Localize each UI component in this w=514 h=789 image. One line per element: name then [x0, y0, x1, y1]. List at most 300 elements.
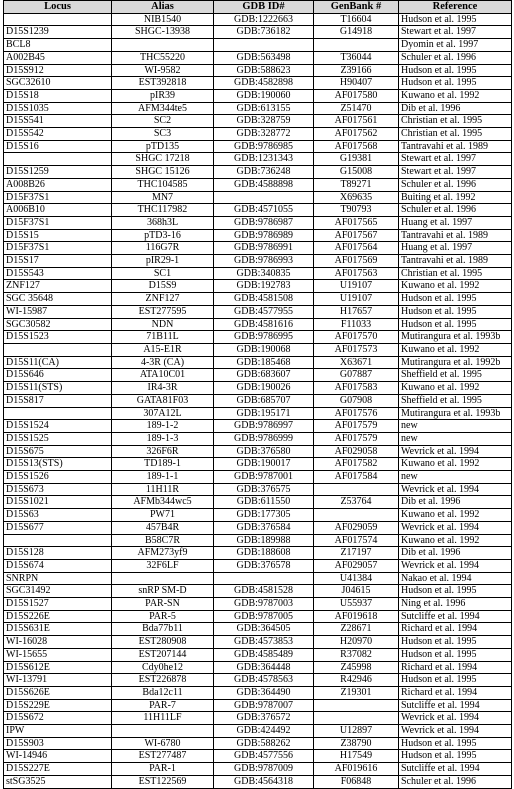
header-alias: Alias — [112, 1, 214, 14]
cell-alias — [112, 572, 214, 585]
cell-genbank: AF019616 — [314, 763, 399, 776]
cell-locus: D15S646 — [4, 369, 112, 382]
cell-gdb-id — [214, 572, 314, 585]
cell-alias: NIB1540 — [112, 13, 214, 26]
cell-gdb-id: GDB:9786989 — [214, 229, 314, 242]
cell-genbank: H17657 — [314, 305, 399, 318]
cell-genbank: R37082 — [314, 648, 399, 661]
cell-reference: Christian et al. 1995 — [399, 267, 512, 280]
cell-locus: ZNF127 — [4, 280, 112, 293]
cell-gdb-id: GDB:588262 — [214, 737, 314, 750]
cell-reference: Richard et al. 1994 — [399, 686, 512, 699]
cell-reference: Wevrick et al. 1994 — [399, 559, 512, 572]
table-row — [4, 191, 512, 204]
cell-genbank: U19107 — [314, 293, 399, 306]
cell-alias — [112, 725, 214, 738]
cell-locus: D15S16 — [4, 140, 112, 153]
cell-reference: Hudson et al. 1995 — [399, 13, 512, 26]
cell-locus: IPW — [4, 725, 112, 738]
cell-gdb-id: GDB:376572 — [214, 712, 314, 725]
table-row — [4, 496, 512, 509]
cell-alias: NDN — [112, 318, 214, 331]
table-row — [4, 166, 512, 179]
cell-genbank: T36044 — [314, 51, 399, 64]
cell-genbank: U12897 — [314, 725, 399, 738]
cell-genbank: G15008 — [314, 166, 399, 179]
cell-locus: D15S227E — [4, 763, 112, 776]
table-row — [4, 483, 512, 496]
table-row — [4, 204, 512, 217]
cell-alias: SHGC-13938 — [112, 26, 214, 39]
cell-locus — [4, 407, 112, 420]
cell-alias: IR4-3R — [112, 382, 214, 395]
cell-alias — [112, 39, 214, 52]
cell-locus: SGC30582 — [4, 318, 112, 331]
cell-gdb-id: GDB:4564318 — [214, 775, 314, 788]
cell-locus: D15S903 — [4, 737, 112, 750]
cell-genbank: Z19301 — [314, 686, 399, 699]
cell-gdb-id: GDB:364505 — [214, 623, 314, 636]
cell-locus: D15S912 — [4, 64, 112, 77]
table-row — [4, 216, 512, 229]
cell-alias: EST122569 — [112, 775, 214, 788]
cell-genbank: H90407 — [314, 77, 399, 90]
table-row — [4, 699, 512, 712]
cell-genbank: J04615 — [314, 585, 399, 598]
cell-reference: Schuler et al. 1996 — [399, 204, 512, 217]
cell-genbank: AF017576 — [314, 407, 399, 420]
cell-gdb-id: GDB:9786985 — [214, 140, 314, 153]
cell-locus: D15S229E — [4, 699, 112, 712]
cell-gdb-id: GDB:683607 — [214, 369, 314, 382]
cell-genbank: U55937 — [314, 598, 399, 611]
cell-gdb-id — [214, 191, 314, 204]
cell-alias: GATA81F03 — [112, 394, 214, 407]
cell-alias: TD189-1 — [112, 458, 214, 471]
cell-alias: pTD3-16 — [112, 229, 214, 242]
cell-alias: 189-1-2 — [112, 420, 214, 433]
cell-gdb-id: GDB:685707 — [214, 394, 314, 407]
cell-alias: EST226878 — [112, 674, 214, 687]
cell-locus: D15S677 — [4, 521, 112, 534]
cell-alias: 11H11R — [112, 483, 214, 496]
table-row — [4, 559, 512, 572]
cell-reference: Hudson et al. 1995 — [399, 64, 512, 77]
table-row — [4, 229, 512, 242]
cell-gdb-id: GDB:189988 — [214, 534, 314, 547]
header-genbank: GenBank # — [314, 1, 399, 14]
table-row — [4, 763, 512, 776]
cell-gdb-id: GDB:340835 — [214, 267, 314, 280]
cell-reference: Richard et al. 1994 — [399, 661, 512, 674]
cell-alias: EST392818 — [112, 77, 214, 90]
cell-gdb-id: GDB:9786995 — [214, 331, 314, 344]
cell-gdb-id: GDB:364448 — [214, 661, 314, 674]
cell-reference: Sheffield et al. 1995 — [399, 394, 512, 407]
cell-locus: WI-15655 — [4, 648, 112, 661]
cell-gdb-id: GDB:376580 — [214, 445, 314, 458]
cell-locus: D15S1525 — [4, 432, 112, 445]
table-row — [4, 369, 512, 382]
cell-locus: D15S675 — [4, 445, 112, 458]
cell-alias: 326F6R — [112, 445, 214, 458]
cell-locus: BCL8 — [4, 39, 112, 52]
cell-locus: D15S673 — [4, 483, 112, 496]
locus-table-container — [3, 0, 512, 789]
cell-genbank: G07887 — [314, 369, 399, 382]
cell-gdb-id: GDB:4582898 — [214, 77, 314, 90]
cell-locus: D15S1259 — [4, 166, 112, 179]
table-row — [4, 280, 512, 293]
cell-gdb-id: GDB:364490 — [214, 686, 314, 699]
table-row — [4, 394, 512, 407]
cell-locus: WI-16028 — [4, 636, 112, 649]
cell-gdb-id: GDB:376578 — [214, 559, 314, 572]
table-row — [4, 661, 512, 674]
cell-gdb-id: GDB:563498 — [214, 51, 314, 64]
table-row — [4, 610, 512, 623]
cell-genbank: AF017584 — [314, 471, 399, 484]
cell-gdb-id: GDB:736182 — [214, 26, 314, 39]
cell-reference: Tantravahi et al. 1989 — [399, 255, 512, 268]
cell-alias: EST280908 — [112, 636, 214, 649]
cell-reference: Mutirangura et al. 1993b — [399, 331, 512, 344]
cell-genbank: AF017561 — [314, 115, 399, 128]
cell-locus: D15S63 — [4, 509, 112, 522]
cell-reference: Kuwano et al. 1992 — [399, 343, 512, 356]
cell-genbank: Z51470 — [314, 102, 399, 115]
cell-reference: new — [399, 471, 512, 484]
table-row — [4, 26, 512, 39]
cell-genbank: H20970 — [314, 636, 399, 649]
cell-alias: WI-6780 — [112, 737, 214, 750]
cell-genbank: AF019618 — [314, 610, 399, 623]
cell-gdb-id: GDB:4577556 — [214, 750, 314, 763]
cell-gdb-id: GDB:4588898 — [214, 178, 314, 191]
cell-reference: Kuwano et al. 1992 — [399, 458, 512, 471]
cell-reference: Kuwano et al. 1992 — [399, 89, 512, 102]
cell-reference: Sutcliffe et al. 1994 — [399, 699, 512, 712]
cell-gdb-id: GDB:736248 — [214, 166, 314, 179]
cell-alias: AFM344te5 — [112, 102, 214, 115]
cell-reference: Dib et al. 1996 — [399, 102, 512, 115]
cell-alias: Bda77b11 — [112, 623, 214, 636]
table-row — [4, 750, 512, 763]
table-row — [4, 509, 512, 522]
cell-locus: D15F37S1 — [4, 191, 112, 204]
cell-locus: D15S543 — [4, 267, 112, 280]
cell-gdb-id: GDB:1222663 — [214, 13, 314, 26]
cell-gdb-id: GDB:424492 — [214, 725, 314, 738]
table-row — [4, 140, 512, 153]
cell-alias: D15S9 — [112, 280, 214, 293]
cell-genbank: AF017567 — [314, 229, 399, 242]
cell-gdb-id: GDB:4581528 — [214, 585, 314, 598]
cell-reference: Kuwano et al. 1992 — [399, 382, 512, 395]
cell-locus: D15S1239 — [4, 26, 112, 39]
cell-gdb-id: GDB:192783 — [214, 280, 314, 293]
cell-gdb-id: GDB:190017 — [214, 458, 314, 471]
cell-reference: Schuler et al. 1996 — [399, 178, 512, 191]
cell-alias: THC117982 — [112, 204, 214, 217]
cell-alias: PAR-5 — [112, 610, 214, 623]
cell-genbank — [314, 39, 399, 52]
cell-reference: Tantravahi et al. 1989 — [399, 229, 512, 242]
cell-genbank: AF017565 — [314, 216, 399, 229]
cell-reference: Hudson et al. 1995 — [399, 636, 512, 649]
cell-gdb-id: GDB:4578563 — [214, 674, 314, 687]
cell-genbank — [314, 712, 399, 725]
cell-alias: pTD135 — [112, 140, 214, 153]
cell-locus: D15S18 — [4, 89, 112, 102]
cell-locus: SNRPN — [4, 572, 112, 585]
cell-locus — [4, 534, 112, 547]
table-row — [4, 77, 512, 90]
cell-reference: Stewart et al. 1997 — [399, 166, 512, 179]
cell-locus: SGC32610 — [4, 77, 112, 90]
cell-reference: Wevrick et al. 1994 — [399, 445, 512, 458]
cell-locus: SGC 35648 — [4, 293, 112, 306]
cell-reference: Richard et al. 1994 — [399, 623, 512, 636]
cell-alias: PW71 — [112, 509, 214, 522]
cell-locus: D15S13(STS) — [4, 458, 112, 471]
cell-gdb-id: GDB:9787007 — [214, 699, 314, 712]
header-reference: Reference — [399, 1, 512, 14]
header-gdb-id: GDB ID# — [214, 1, 314, 14]
cell-locus: D15F37S1 — [4, 242, 112, 255]
cell-reference: Hudson et al. 1995 — [399, 648, 512, 661]
cell-locus: D15S1523 — [4, 331, 112, 344]
table-row — [4, 534, 512, 547]
cell-gdb-id: GDB:190068 — [214, 343, 314, 356]
cell-reference: Tantravahi et al. 1989 — [399, 140, 512, 153]
cell-locus: D15S11(CA) — [4, 356, 112, 369]
cell-gdb-id: GDB:9787005 — [214, 610, 314, 623]
cell-gdb-id: GDB:185468 — [214, 356, 314, 369]
cell-alias: 4-3R (CA) — [112, 356, 214, 369]
cell-reference: Sheffield et al. 1995 — [399, 369, 512, 382]
cell-genbank: U19107 — [314, 280, 399, 293]
cell-alias: 71B11L — [112, 331, 214, 344]
cell-locus: D15S672 — [4, 712, 112, 725]
cell-reference: Hudson et al. 1995 — [399, 293, 512, 306]
cell-genbank: AF017563 — [314, 267, 399, 280]
cell-locus: D15S541 — [4, 115, 112, 128]
cell-genbank: T89271 — [314, 178, 399, 191]
cell-reference: Hudson et al. 1995 — [399, 585, 512, 598]
cell-locus: WI-15987 — [4, 305, 112, 318]
cell-gdb-id: GDB:9786987 — [214, 216, 314, 229]
cell-genbank: AF017573 — [314, 343, 399, 356]
cell-locus: A002B45 — [4, 51, 112, 64]
cell-locus: D15S1035 — [4, 102, 112, 115]
table-row — [4, 102, 512, 115]
cell-reference: Sutcliffe et al. 1994 — [399, 610, 512, 623]
cell-genbank: AF017570 — [314, 331, 399, 344]
table-row — [4, 343, 512, 356]
cell-genbank: AF017583 — [314, 382, 399, 395]
cell-locus: D15S1526 — [4, 471, 112, 484]
table-row — [4, 445, 512, 458]
cell-reference: Huang et al. 1997 — [399, 216, 512, 229]
cell-gdb-id: GDB:376584 — [214, 521, 314, 534]
cell-locus: D15S631E — [4, 623, 112, 636]
cell-reference: Schuler et al. 1996 — [399, 51, 512, 64]
cell-genbank — [314, 509, 399, 522]
cell-alias: Cdy0he12 — [112, 661, 214, 674]
cell-reference: Wevrick et al. 1994 — [399, 725, 512, 738]
cell-locus: WI-14946 — [4, 750, 112, 763]
table-row — [4, 712, 512, 725]
cell-locus: D15S1527 — [4, 598, 112, 611]
cell-genbank: Z38790 — [314, 737, 399, 750]
cell-locus: D15S542 — [4, 128, 112, 141]
cell-genbank — [314, 483, 399, 496]
cell-genbank: AF017579 — [314, 432, 399, 445]
cell-alias: pIR29-1 — [112, 255, 214, 268]
table-row — [4, 686, 512, 699]
cell-gdb-id: GDB:376575 — [214, 483, 314, 496]
cell-locus: SGC31492 — [4, 585, 112, 598]
cell-gdb-id: GDB:9786993 — [214, 255, 314, 268]
cell-reference: Hudson et al. 1995 — [399, 750, 512, 763]
cell-alias: A15-E1R — [112, 343, 214, 356]
cell-genbank: R42946 — [314, 674, 399, 687]
cell-gdb-id: GDB:328759 — [214, 115, 314, 128]
cell-locus: A006B10 — [4, 204, 112, 217]
cell-alias: ZNF127 — [112, 293, 214, 306]
cell-alias: 11H11LF — [112, 712, 214, 725]
cell-alias: AFM273yf9 — [112, 547, 214, 560]
cell-alias: Bda12c11 — [112, 686, 214, 699]
cell-genbank: H17549 — [314, 750, 399, 763]
cell-genbank: T90793 — [314, 204, 399, 217]
cell-reference: Mutirangura et al. 1993b — [399, 407, 512, 420]
table-body — [4, 13, 512, 788]
cell-gdb-id: GDB:9786999 — [214, 432, 314, 445]
cell-alias: SHGC 15126 — [112, 166, 214, 179]
cell-genbank: T16604 — [314, 13, 399, 26]
cell-alias: 116G7R — [112, 242, 214, 255]
table-row — [4, 51, 512, 64]
table-row — [4, 39, 512, 52]
cell-genbank: Z45998 — [314, 661, 399, 674]
cell-alias: PAR-7 — [112, 699, 214, 712]
cell-genbank: F06848 — [314, 775, 399, 788]
table-row — [4, 178, 512, 191]
table-row — [4, 153, 512, 166]
cell-alias: pIR39 — [112, 89, 214, 102]
cell-gdb-id: GDB:328772 — [214, 128, 314, 141]
cell-genbank: AF017579 — [314, 420, 399, 433]
cell-reference: Wevrick et al. 1994 — [399, 521, 512, 534]
cell-reference: Hudson et al. 1995 — [399, 77, 512, 90]
cell-gdb-id — [214, 39, 314, 52]
table-row — [4, 128, 512, 141]
table-row — [4, 598, 512, 611]
cell-genbank: F11033 — [314, 318, 399, 331]
cell-genbank: Z53764 — [314, 496, 399, 509]
cell-reference: Stewart et al. 1997 — [399, 26, 512, 39]
table-row — [4, 737, 512, 750]
cell-reference: Ning et al. 1996 — [399, 598, 512, 611]
cell-genbank: U41384 — [314, 572, 399, 585]
cell-alias: EST277487 — [112, 750, 214, 763]
cell-genbank: G19381 — [314, 153, 399, 166]
table-row — [4, 115, 512, 128]
cell-reference: Dib et al. 1996 — [399, 496, 512, 509]
cell-genbank: AF017574 — [314, 534, 399, 547]
cell-gdb-id: GDB:4571055 — [214, 204, 314, 217]
cell-alias: EST277595 — [112, 305, 214, 318]
table-row — [4, 725, 512, 738]
cell-reference: Hudson et al. 1995 — [399, 318, 512, 331]
cell-alias: AFMb344wc5 — [112, 496, 214, 509]
cell-gdb-id: GDB:4577955 — [214, 305, 314, 318]
table-row — [4, 267, 512, 280]
table-row — [4, 356, 512, 369]
cell-reference: new — [399, 420, 512, 433]
cell-reference: Kuwano et al. 1992 — [399, 534, 512, 547]
cell-gdb-id: GDB:9786997 — [214, 420, 314, 433]
cell-genbank: AF017564 — [314, 242, 399, 255]
table-row — [4, 420, 512, 433]
header-locus: Locus — [4, 1, 112, 14]
cell-genbank: G07908 — [314, 394, 399, 407]
table-row — [4, 521, 512, 534]
cell-alias: PAR-1 — [112, 763, 214, 776]
cell-genbank: AF017580 — [314, 89, 399, 102]
cell-genbank: AF017569 — [314, 255, 399, 268]
table-row — [4, 648, 512, 661]
table-row — [4, 547, 512, 560]
cell-genbank: Z28671 — [314, 623, 399, 636]
cell-gdb-id: GDB:190026 — [214, 382, 314, 395]
cell-reference: Mutirangura et al. 1992b — [399, 356, 512, 369]
table-row — [4, 318, 512, 331]
cell-genbank: Z17197 — [314, 547, 399, 560]
cell-reference: Wevrick et al. 1994 — [399, 483, 512, 496]
cell-alias: SC1 — [112, 267, 214, 280]
cell-gdb-id: GDB:177305 — [214, 509, 314, 522]
cell-locus: D15S128 — [4, 547, 112, 560]
cell-locus: stSG3525 — [4, 775, 112, 788]
cell-alias: SC3 — [112, 128, 214, 141]
table-row — [4, 471, 512, 484]
cell-alias: 189-1-1 — [112, 471, 214, 484]
cell-alias: 368h3L — [112, 216, 214, 229]
table-row — [4, 623, 512, 636]
table-row — [4, 585, 512, 598]
cell-reference: Dib et al. 1996 — [399, 547, 512, 560]
cell-gdb-id: GDB:611550 — [214, 496, 314, 509]
table-row — [4, 64, 512, 77]
cell-alias: PAR-SN — [112, 598, 214, 611]
cell-reference: Hudson et al. 1995 — [399, 674, 512, 687]
cell-reference: Christian et al. 1995 — [399, 115, 512, 128]
cell-locus: D15S612E — [4, 661, 112, 674]
table-row — [4, 13, 512, 26]
cell-alias: 457B4R — [112, 521, 214, 534]
cell-locus — [4, 13, 112, 26]
cell-alias: B58C7R — [112, 534, 214, 547]
cell-genbank: AF029057 — [314, 559, 399, 572]
cell-reference: Hudson et al. 1995 — [399, 305, 512, 318]
cell-genbank — [314, 699, 399, 712]
cell-alias: MN7 — [112, 191, 214, 204]
cell-reference: Christian et al. 1995 — [399, 128, 512, 141]
locus-table — [3, 0, 512, 789]
